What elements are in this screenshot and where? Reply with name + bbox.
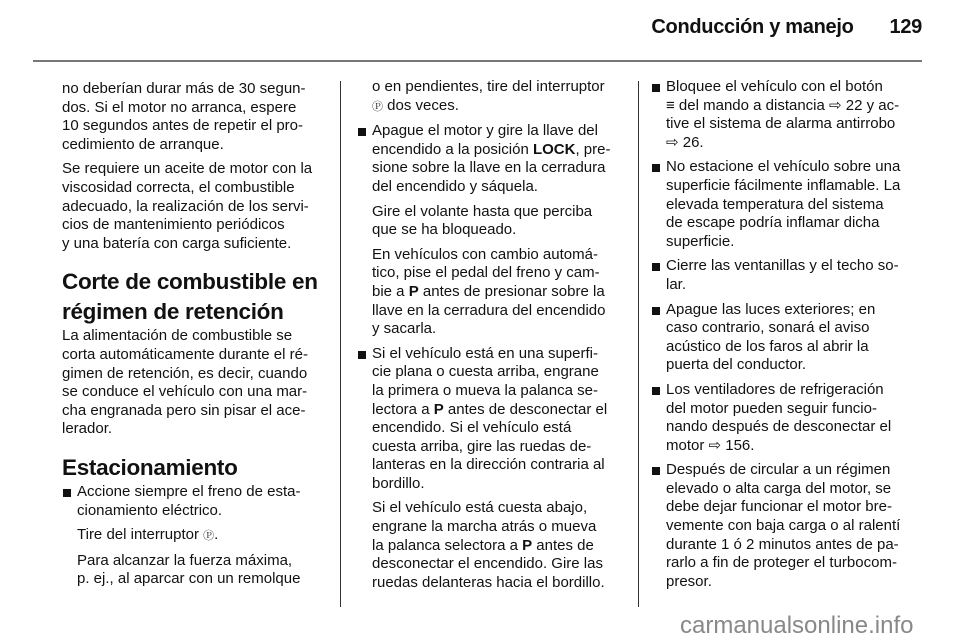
text-line: dos. Si el motor no arranca, espere xyxy=(62,98,297,116)
column-divider xyxy=(638,81,639,607)
watermark: carmanualsonline.info xyxy=(680,612,914,639)
column-3 xyxy=(651,78,926,597)
text-line: bordillo. xyxy=(372,474,425,492)
text-line: No estacione el vehículo sobre una xyxy=(666,158,901,176)
text-line: cionamiento eléctrico. xyxy=(77,501,223,519)
text-line: 10 segundos antes de repetir el pro- xyxy=(62,117,303,135)
text-line: encendido. Si el vehículo está xyxy=(372,419,572,437)
text-line: Estacionamiento xyxy=(62,454,238,480)
text-line: cuesta arriba, gire las ruedas de- xyxy=(372,437,592,455)
text-line: Ⓟ dos veces. xyxy=(372,96,459,114)
text-line: Si el vehículo está cuesta abajo, xyxy=(372,499,588,517)
text-line: caso contrario, sonará el aviso xyxy=(666,319,870,337)
text-line: corta automáticamente durante el ré- xyxy=(62,345,308,363)
parking-brake-icon: Ⓟ xyxy=(203,530,215,543)
text-line: encendido a la posición LOCK, pre- xyxy=(372,140,611,158)
page-header xyxy=(651,16,922,39)
section-heading xyxy=(62,453,330,483)
paragraph xyxy=(357,78,627,116)
bullet-item xyxy=(651,381,926,455)
text-line: se conduce el vehículo con una mar- xyxy=(62,383,308,401)
paragraph xyxy=(357,203,627,240)
text-line: Accione siempre el freno de esta- xyxy=(77,482,301,500)
text-line: ⇨ 26. xyxy=(666,133,704,151)
text-line: La alimentación de combustible se xyxy=(62,327,293,345)
text-line: o en pendientes, tire del interruptor xyxy=(372,78,605,95)
text-line: p. ej., al aparcar con un remolque xyxy=(77,570,301,588)
text-line: ≡ del mando a distancia ⇨ 22 y ac- xyxy=(666,96,900,114)
text-line: nando después de desconectar el xyxy=(666,418,892,436)
text-line: superficie. xyxy=(666,232,735,250)
bold-term: P xyxy=(433,400,444,418)
column-divider xyxy=(340,81,341,607)
paragraph xyxy=(357,246,627,339)
text-line: adecuado, la realización de los servi- xyxy=(62,197,309,215)
text-line: presor. xyxy=(666,572,712,590)
paragraph xyxy=(62,160,330,253)
bullet-item xyxy=(651,78,926,152)
text-line: la palanca selectora a P antes de xyxy=(372,536,594,554)
bullet-item xyxy=(357,345,627,494)
text-line: elevado o alta carga del motor, se xyxy=(666,479,892,497)
text-line: lar. xyxy=(666,275,687,293)
text-line: elevada temperatura del sistema xyxy=(666,195,884,213)
text-line: superficie fácilmente inflamable. La xyxy=(666,176,901,194)
text-line: no deberían durar más de 30 segun- xyxy=(62,80,306,97)
text-line: durante 1 ó 2 minutos antes de pa- xyxy=(666,535,899,553)
text-line: Si el vehículo está en una superfi- xyxy=(372,344,598,362)
text-line: gimen de retención, es decir, cuando xyxy=(62,364,308,382)
bold-term: P xyxy=(522,536,533,554)
text-line: lanteras en la dirección contraria al xyxy=(372,456,605,474)
text-line: lerador. xyxy=(62,420,113,438)
bullet-item xyxy=(651,158,926,251)
text-line: desconectar el encendido. Gire las xyxy=(372,555,603,573)
text-line: acústico de los faros al abrir la xyxy=(666,337,869,355)
text-line: cha engranada pero sin pisar el ace- xyxy=(62,401,306,419)
text-line: debe dejar funcionar el motor bre- xyxy=(666,498,892,516)
text-line: cios de mantenimiento periódicos xyxy=(62,216,285,234)
text-line: sione sobre la llave en la cerradura xyxy=(372,159,606,177)
text-line: que se ha bloqueado. xyxy=(372,221,517,239)
paragraph xyxy=(62,80,330,154)
paragraph xyxy=(357,499,627,592)
text-line: puerta del conductor. xyxy=(666,356,807,374)
text-line: lectora a P antes de desconectar el xyxy=(372,400,608,418)
text-line: cedimiento de arranque. xyxy=(62,135,224,153)
text-line: Gire el volante hasta que perciba xyxy=(372,202,593,220)
header-rule xyxy=(33,60,922,62)
text-line: la primera o mueva la palanca se- xyxy=(372,381,598,399)
text-line: Corte de combustible en xyxy=(62,269,318,295)
paragraph xyxy=(62,552,330,589)
section-heading xyxy=(62,267,330,327)
text-line: Después de circular a un régimen xyxy=(666,461,891,479)
text-line: del motor pueden seguir funcio- xyxy=(666,399,877,417)
text-line: llave en la cerradura del encendido xyxy=(372,301,606,319)
text-line: ruedas delanteras hacia el bordillo. xyxy=(372,573,605,591)
text-line: del encendido y sáquela. xyxy=(372,177,538,195)
text-line: Tire del interruptor Ⓟ. xyxy=(77,526,219,544)
column-2 xyxy=(357,78,627,598)
text-line: y una batería con carga suficiente. xyxy=(62,234,292,252)
text-line: En vehículos con cambio automá- xyxy=(372,245,598,263)
paragraph xyxy=(62,327,330,439)
bold-term: P xyxy=(408,282,419,300)
page-number: 129 xyxy=(889,16,922,38)
text-line: rarlo a fin de proteger el turbocom- xyxy=(666,554,897,572)
bold-term: LOCK xyxy=(532,140,576,158)
bullet-item xyxy=(651,461,926,591)
text-line: de escape podría inflamar dicha xyxy=(666,214,880,232)
bullet-item xyxy=(62,483,330,520)
text-line: Cierre las ventanillas y el techo so- xyxy=(666,257,899,275)
bullet-item xyxy=(357,122,627,196)
text-line: vemente con baja carga o al ralentí xyxy=(666,517,901,535)
text-line: y sacarla. xyxy=(372,320,437,338)
text-line: cie plana o cuesta arriba, engrane xyxy=(372,363,599,381)
text-line: Los ventiladores de refrigeración xyxy=(666,380,884,398)
section-title: Conducción y manejo xyxy=(651,16,854,38)
text-line: viscosidad correcta, el combustible xyxy=(62,178,295,196)
parking-brake-icon: Ⓟ xyxy=(372,100,383,113)
paragraph xyxy=(62,526,330,546)
text-line: Apague las luces exteriores; en xyxy=(666,300,876,318)
text-line: tico, pise el pedal del freno y cam- xyxy=(372,264,600,282)
text-line: régimen de retención xyxy=(62,299,284,325)
column-1 xyxy=(62,78,330,595)
text-line: bie a P antes de presionar sobre la xyxy=(372,282,605,300)
text-line: Apague el motor y gire la llave del xyxy=(372,122,598,140)
text-line: Bloquee el vehículo con el botón xyxy=(666,78,883,95)
text-line: engrane la marcha atrás o mueva xyxy=(372,518,597,536)
text-line: Se requiere un aceite de motor con la xyxy=(62,160,313,178)
text-line: motor ⇨ 156. xyxy=(666,436,755,454)
bullet-item xyxy=(651,257,926,294)
bullet-item xyxy=(651,301,926,375)
text-line: tive el sistema de alarma antirrobo xyxy=(666,115,896,133)
text-line: Para alcanzar la fuerza máxima, xyxy=(77,551,293,569)
